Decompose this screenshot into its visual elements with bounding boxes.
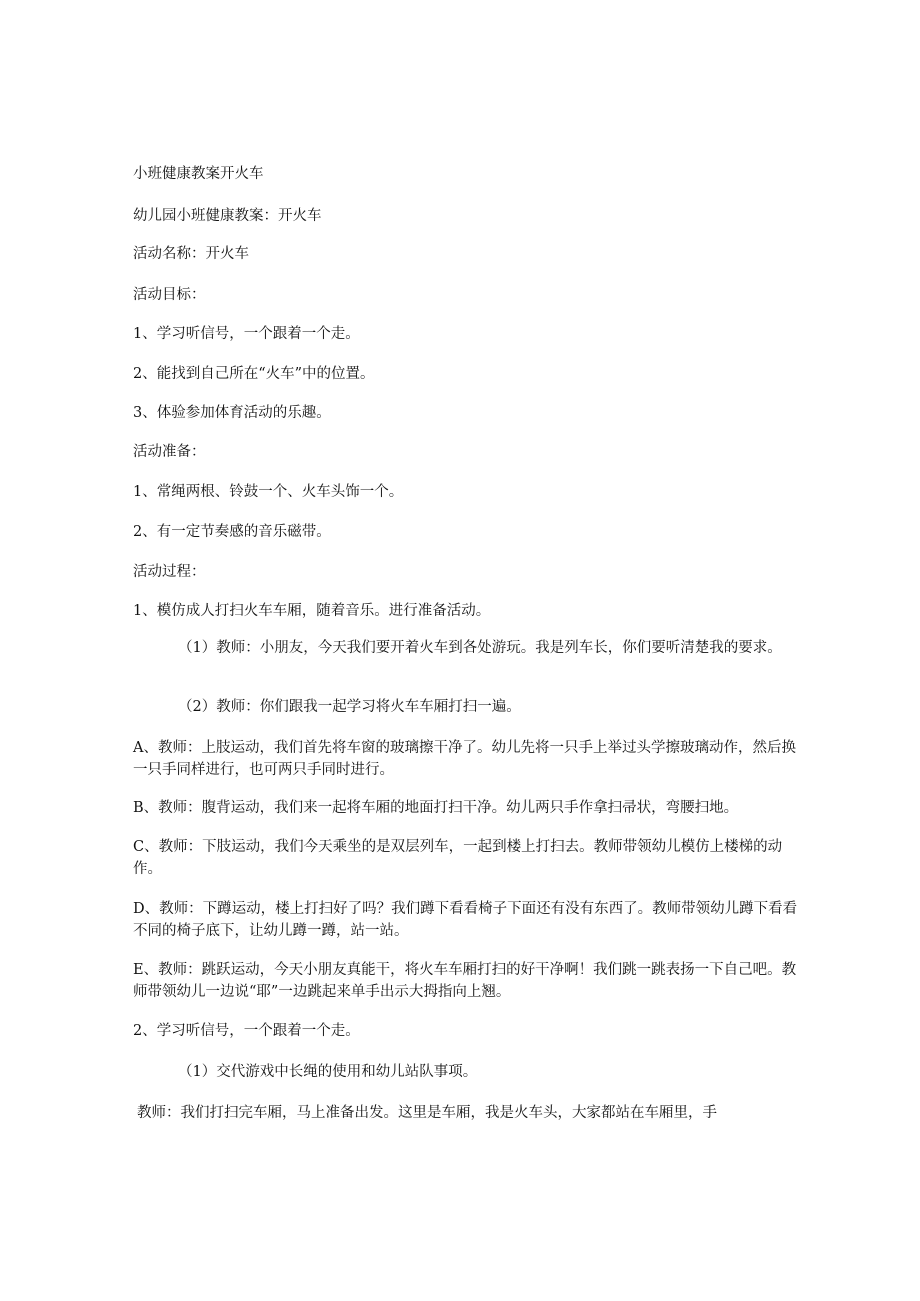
goal-item: 1、学习听信号，一个跟着一个走。 (133, 326, 360, 342)
prep-item: 2、有一定节奏感的音乐磁带。 (133, 524, 331, 540)
exercise-e: E、教师：跳跃运动，今天小朋友真能干，将火车车厢打扫的好干净啊！我们跳一跳表扬一下自己吧。教师带领幼儿一边说“耶”一边跳起来单手出示大拇指向上翘。 (133, 962, 797, 1000)
process-step-2: 2、学习听信号，一个跟着一个走。 (133, 1023, 360, 1039)
exercise-c: C、教师：下肢运动，我们今天乘坐的是双层列车，一起到楼上打扫去。教师带领幼儿模仿上楼梯的动作。 (133, 839, 783, 877)
process-step-2-1: （1）交代游戏中长绳的使用和幼儿站队事项。 (178, 1064, 478, 1080)
goals-heading: 活动目标： (133, 287, 206, 303)
prep-item: 1、常绳两根、铃鼓一个、火车头饰一个。 (133, 484, 404, 500)
goal-item: 2、能找到自己所在“火车”中的位置。 (133, 366, 375, 382)
exercise-b: B、教师：腹背运动，我们来一起将车厢的地面打扫干净。幼儿两只手作拿扫帚状，弯腰扫地。 (133, 800, 739, 816)
exercise-d: D、教师：下蹲运动，楼上打扫好了吗？我们蹲下看看椅子下面还有没有东西了。教师带领幼儿蹲下看看不同的椅子底下，让幼儿蹲一蹲，站一站。 (133, 901, 798, 939)
teacher-line: 教师：我们打扫完车厢，马上准备出发。这里是车厢，我是火车头，大家都站在车厢里，手 (137, 1105, 717, 1121)
document-subtitle: 幼儿园小班健康教案：开火车 (133, 208, 322, 224)
prep-heading: 活动准备： (133, 444, 206, 460)
process-step-1-1: （1）教师：小朋友，今天我们要开着火车到各处游玩。我是列车长，你们要听清楚我的要求。 (178, 640, 782, 656)
process-step-1: 1、模仿成人打扫火车车厢，随着音乐。进行准备活动。 (133, 603, 491, 619)
document-title: 小班健康教案开火车 (133, 166, 264, 182)
process-heading: 活动过程： (133, 564, 206, 580)
goal-item: 3、体验参加体育活动的乐趣。 (133, 405, 331, 421)
process-step-1-2: （2）教师：你们跟我一起学习将火车车厢打扫一遍。 (178, 699, 521, 715)
activity-name: 活动名称：开火车 (133, 246, 249, 262)
exercise-a: A、教师：上肢运动，我们首先将车窗的玻璃擦干净了。幼儿先将一只手上举过头学擦玻璃动作，然后换一只手同样进行，也可两只手同时进行。 (133, 740, 796, 778)
